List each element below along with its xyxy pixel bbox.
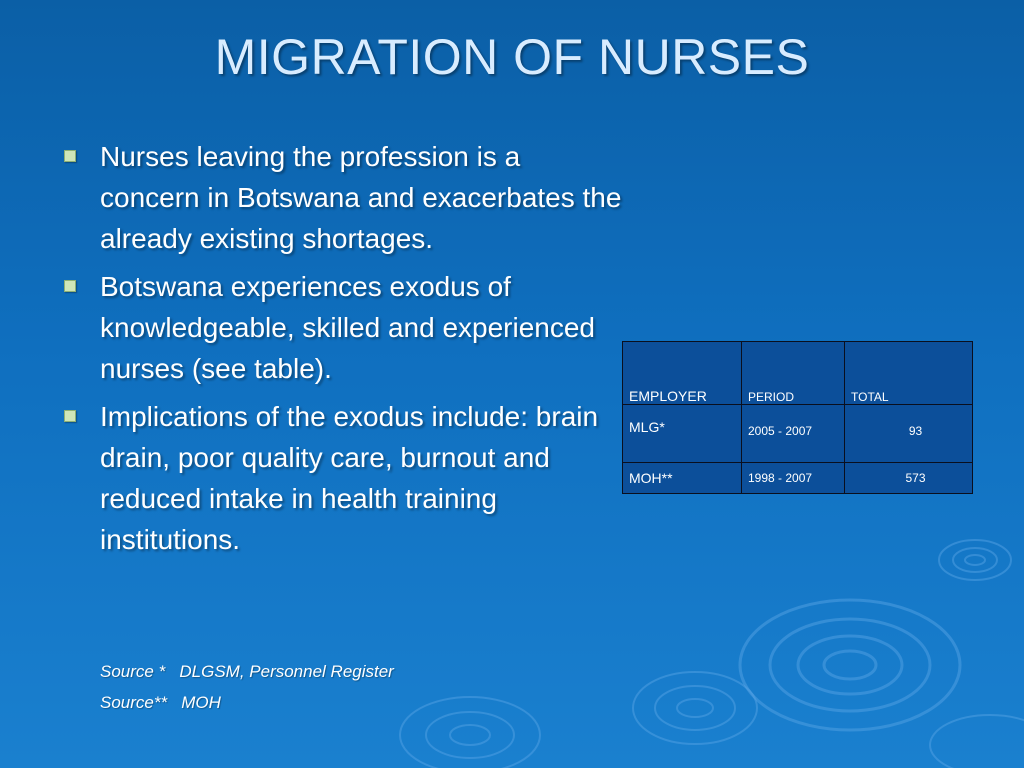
cell-period: 1998 - 2007 <box>742 463 845 494</box>
nurse-exodus-table <box>622 341 973 494</box>
square-bullet-icon <box>64 280 76 292</box>
header-employer: EMPLOYER <box>623 342 742 405</box>
square-bullet-icon <box>64 410 76 422</box>
cell-employer: MLG* <box>623 405 742 463</box>
bullet-item <box>62 396 622 560</box>
bullet-text: Implications of the exodus include: brain drain, poor quality care, burnout and reduced intake in health training institutions. <box>100 401 599 555</box>
cell-total: 573 <box>845 463 973 494</box>
source-note: Source * DLGSM, Personnel Register <box>100 662 394 681</box>
source-note: Source** MOH <box>100 693 221 712</box>
header-period: PERIOD <box>742 342 845 405</box>
bullet-list <box>62 136 622 567</box>
table-header-row <box>623 342 973 405</box>
cell-employer: MOH** <box>623 463 742 494</box>
bullet-item <box>62 136 622 259</box>
table-row <box>623 463 973 494</box>
table-row <box>623 405 973 463</box>
cell-total: 93 <box>845 405 973 463</box>
source-notes <box>100 656 394 718</box>
bullet-text: Botswana experiences exodus of knowledgeable, skilled and experienced nurses (see table). <box>100 271 596 384</box>
square-bullet-icon <box>64 150 76 162</box>
bullet-item <box>62 266 622 389</box>
bullet-text: Nurses leaving the profession is a concern in Botswana and exacerbates the already existing shortages. <box>100 141 622 254</box>
cell-period: 2005 - 2007 <box>742 405 845 463</box>
slide-title: MIGRATION OF NURSES <box>214 29 810 85</box>
header-total: TOTAL <box>845 342 973 405</box>
